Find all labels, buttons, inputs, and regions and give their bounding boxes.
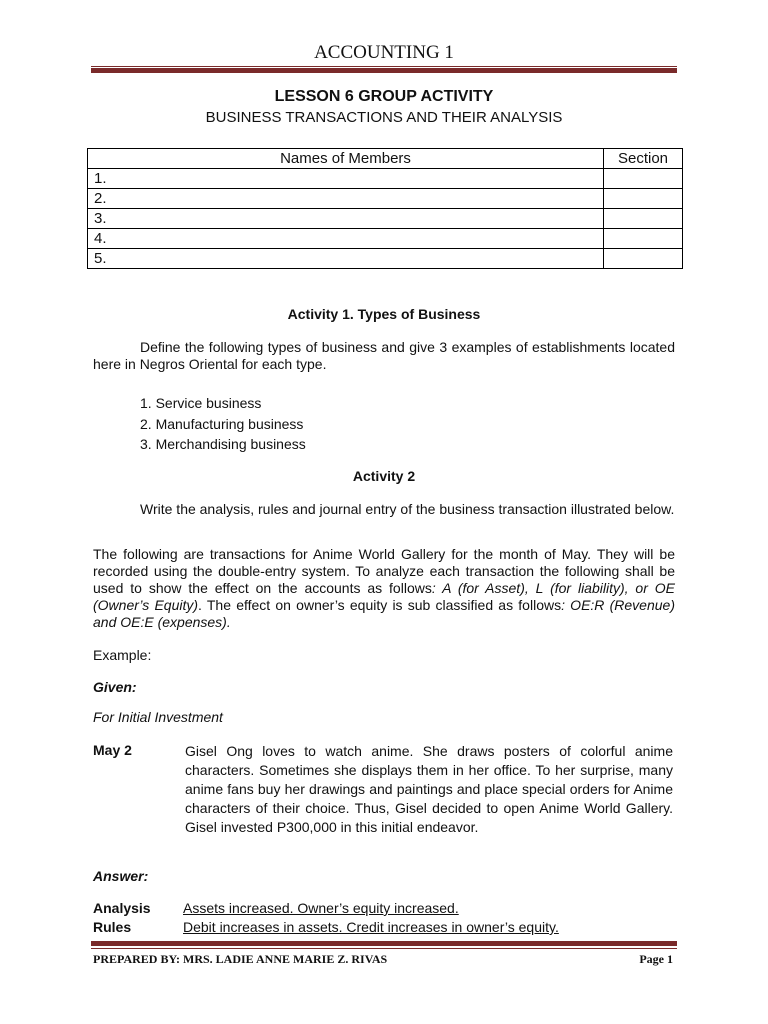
- table-row: [88, 249, 683, 269]
- table-row: [88, 229, 683, 249]
- document-header-title: ACCOUNTING 1: [314, 42, 454, 63]
- transaction-description: Gisel Ong loves to watch anime. She draws posters of colorful anime characters. Sometimes she displays them in her office. To her surprise, many anime fans buy her drawings and paintings and place special orders for Anime characters of their choice. Thus, Gisel decided to open Anime World Gallery. Gisel invested P300,000 in this initial endeavor.: [185, 743, 673, 835]
- header-rule-thick: [91, 68, 677, 73]
- lesson-subtitle: BUSINESS TRANSACTIONS AND THEIR ANALYSIS: [205, 109, 563, 126]
- example-label: Example:: [93, 647, 152, 663]
- member-row-number: 3.: [88, 209, 604, 229]
- analysis-label: Analysis: [93, 900, 151, 916]
- table-row: [88, 169, 683, 189]
- description-italic-subclasses: : OE:R (Revenue) and OE:E (expenses).: [93, 597, 675, 630]
- section-column-header: Section: [604, 149, 683, 169]
- activity2-description: [93, 546, 675, 631]
- list-item: 2. Manufacturing business: [140, 415, 304, 432]
- description-italic-accounts: : A (for Asset), L (for liability), or OE (Owner’s Equity): [93, 580, 675, 613]
- section-cell: [604, 169, 683, 189]
- member-row-number: 4.: [88, 229, 604, 249]
- page-number: Page 1: [639, 952, 673, 966]
- activity2-title: Activity 2: [352, 468, 416, 484]
- table-row: [88, 189, 683, 209]
- answer-label: Answer:: [93, 868, 149, 884]
- section-cell: [604, 249, 683, 269]
- footer-rule-thin: [91, 948, 677, 949]
- footer-rule-thick: [91, 941, 677, 946]
- member-row-number: 2.: [88, 189, 604, 209]
- section-cell: [604, 229, 683, 249]
- description-text: . The effect on owner’s equity is sub classified as follows: [198, 597, 562, 613]
- names-column-header: Names of Members: [88, 149, 604, 169]
- for-initial-investment-label: For Initial Investment: [93, 709, 223, 725]
- list-item: 1. Service business: [140, 395, 262, 411]
- header-rule-thin: [91, 66, 677, 67]
- transaction-date: May 2: [93, 742, 132, 758]
- rules-text: Debit increases in assets. Credit increases in owner’s equity.: [183, 919, 559, 935]
- list-item: 3. Merchandising business: [140, 436, 306, 452]
- section-cell: [604, 189, 683, 209]
- given-label: Given:: [93, 679, 137, 695]
- members-table: [87, 148, 683, 269]
- prepared-by: PREPARED BY: MRS. LADIE ANNE MARIE Z. RIVAS: [93, 952, 388, 966]
- member-row-number: 5.: [88, 249, 604, 269]
- analysis-text: Assets increased. Owner’s equity increased.: [183, 900, 459, 916]
- description-text: The following are transactions for Anime World Gallery for the month of May. They will be recorded using the double-entry system. To analyze each transaction the following shall be used to show the effect on the accounts as follows: [93, 546, 675, 596]
- table-row: [88, 209, 683, 229]
- rules-label: Rules: [93, 919, 132, 935]
- activity2-instruction: Write the analysis, rules and journal entry of the business transaction illustrated below.: [140, 501, 675, 517]
- activity1-title: Activity 1. Types of Business: [287, 306, 481, 322]
- section-cell: [604, 209, 683, 229]
- activity1-instruction: Define the following types of business and give 3 examples of establishments located here in Negros Oriental for each type.: [93, 339, 675, 372]
- business-types-list: [140, 393, 306, 455]
- lesson-title: LESSON 6 GROUP ACTIVITY: [274, 88, 494, 105]
- member-row-number: 1.: [88, 169, 604, 189]
